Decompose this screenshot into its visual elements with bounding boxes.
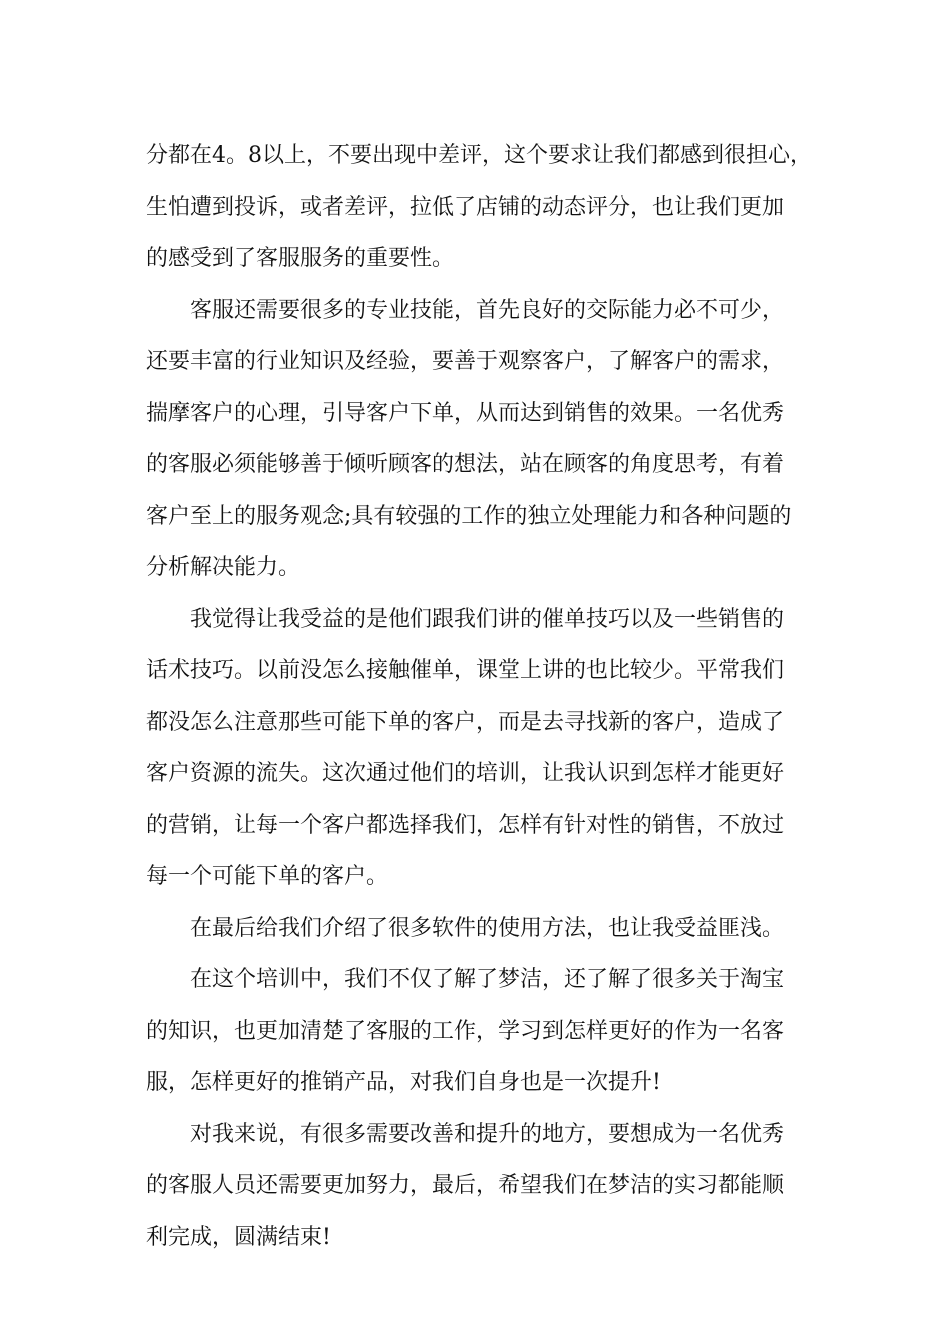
paragraph-first-line: 在最后给我们介绍了很多软件的使用方法，也让我受益匪浅。 [190,915,785,941]
text-line: 的客服必须能够善于倾听顾客的想法，站在顾客的角度思考，有着 [146,452,785,477]
text-line: 都没怎么注意那些可能下单的客户，而是去寻找新的客户，造成了 [146,709,785,735]
text-line: 每一个可能下单的客户。 [146,864,389,889]
paragraph-first-line: 我觉得让我受益的是他们跟我们讲的催单技巧以及一些销售的 [190,606,785,632]
text-line: 分都在4。8以上，不要出现中差评，这个要求让我们都感到很担心， [146,143,812,168]
text-line: 客户至上的服务观念;具有较强的工作的独立处理能力和各种问题的 [146,503,792,529]
paragraph-first-line: 客服还需要很多的专业技能，首先良好的交际能力必不可少， [190,297,785,323]
text-line: 的感受到了客服服务的重要性。 [146,246,455,271]
text-line: 分析解决能力。 [146,555,301,580]
text-line: 客户资源的流失。这次通过他们的培训，让我认识到怎样才能更好 [146,761,785,786]
text-line: 揣摩客户的心理，引导客户下单，从而达到销售的效果。一名优秀 [146,400,785,426]
paragraph-first-line: 在这个培训中，我们不仅了解了梦洁，还了解了很多关于淘宝 [190,967,785,992]
text-line: 还要丰富的行业知识及经验，要善于观察客户，了解客户的需求， [146,349,785,374]
paragraph-first-line: 对我来说，有很多需要改善和提升的地方，要想成为一名优秀 [190,1121,785,1147]
text-line: 话术技巧。以前没怎么接触催单，课堂上讲的也比较少。平常我们 [146,658,785,683]
text-line: 利完成，圆满结束! [146,1224,331,1250]
text-line: 的知识，也更加清楚了客服的工作，学习到怎样更好的作为一名客 [146,1018,785,1044]
text-line: 服，怎样更好的推销产品，对我们自身也是一次提升! [146,1070,661,1095]
text-line: 生怕遭到投诉，或者差评，拉低了店铺的动态评分，也让我们更加 [146,194,785,220]
text-line: 的客服人员还需要更加努力，最后，希望我们在梦洁的实习都能顺 [146,1173,785,1198]
document-body [146,130,812,1263]
text-line: 的营销，让每一个客户都选择我们，怎样有针对性的销售，不放过 [146,812,785,838]
